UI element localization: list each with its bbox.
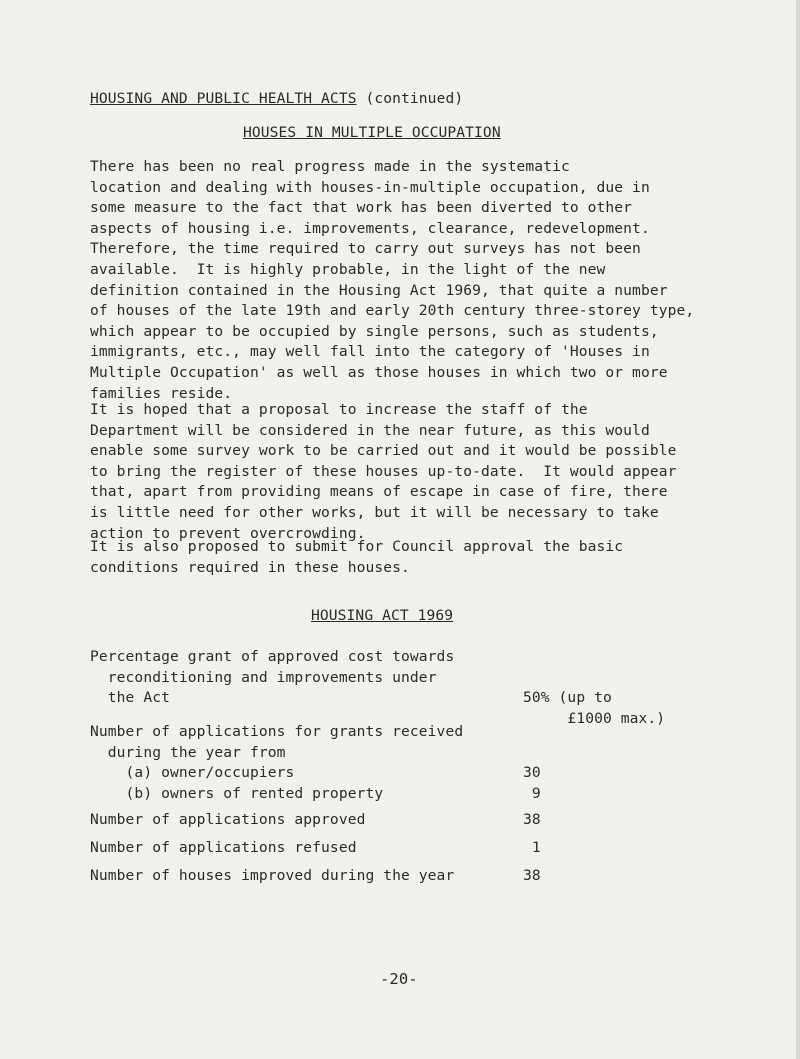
table-row-value-applications-refused: 1 (523, 839, 541, 856)
section-title-multiple-occupation: HOUSES IN MULTIPLE OCCUPATION (243, 124, 501, 141)
page-heading-title: HOUSING AND PUBLIC HEALTH ACTS (90, 90, 357, 107)
paragraph-2: It is hoped that a proposal to increase the staff of the Department will be considered in the near future, as this would enable some survey work to be carried out and it would be possible to bring the register of these houses up-to-date. It would appear that, apart from providing means of escape in case of fire, there is little need for other works, but it will be necessary to take action to prevent overcrowding. (90, 401, 677, 542)
page-heading (90, 90, 463, 107)
table-row-label-houses-improved: Number of houses improved during the year (90, 867, 455, 884)
paragraph-3: It is also proposed to submit for Council approval the basic conditions required in these houses. (90, 538, 624, 576)
paragraph-1: There has been no real progress made in the systematic location and dealing with houses-in-multiple occupation, due in some measure to the fact that work has been diverted to other aspects of housing i.e. improvements, clearance, redevelopment. Therefore, the time required to carry out surveys has not been available. It is highly probable, in the light of the new definition contained in the Housing Act 1969, that quite a number of houses of the late 19th and early 20th century three-storey type, which appear to be occupied by single persons, such as students, immigrants, etc., may well fall into the category of 'Houses in Multiple Occupation' as well as those houses in which two or more families reside. (90, 158, 695, 402)
table-row-value-applications-received: 30 9 (523, 764, 541, 802)
table-row-label-applications-approved: Number of applications approved (90, 811, 366, 828)
table-row-value-percentage-grant: 50% (up to £1000 max.) (523, 689, 666, 727)
section-title-housing-act: HOUSING ACT 1969 (311, 607, 454, 624)
table-row-label-applications-refused: Number of applications refused (90, 839, 357, 856)
table-row-label-applications-received: Number of applications for grants received during the year from (a) owner/occupiers (b) owners of rented property (90, 723, 464, 802)
page-heading-suffix: (continued) (356, 90, 464, 107)
table-row-value-applications-approved: 38 (523, 811, 541, 828)
page-edge-shadow (796, 0, 800, 1059)
page-number: -20- (380, 970, 418, 988)
table-row-value-houses-improved: 38 (523, 867, 541, 884)
table-row-label-percentage-grant: Percentage grant of approved cost towards reconditioning and improvements under the Act (90, 648, 455, 707)
